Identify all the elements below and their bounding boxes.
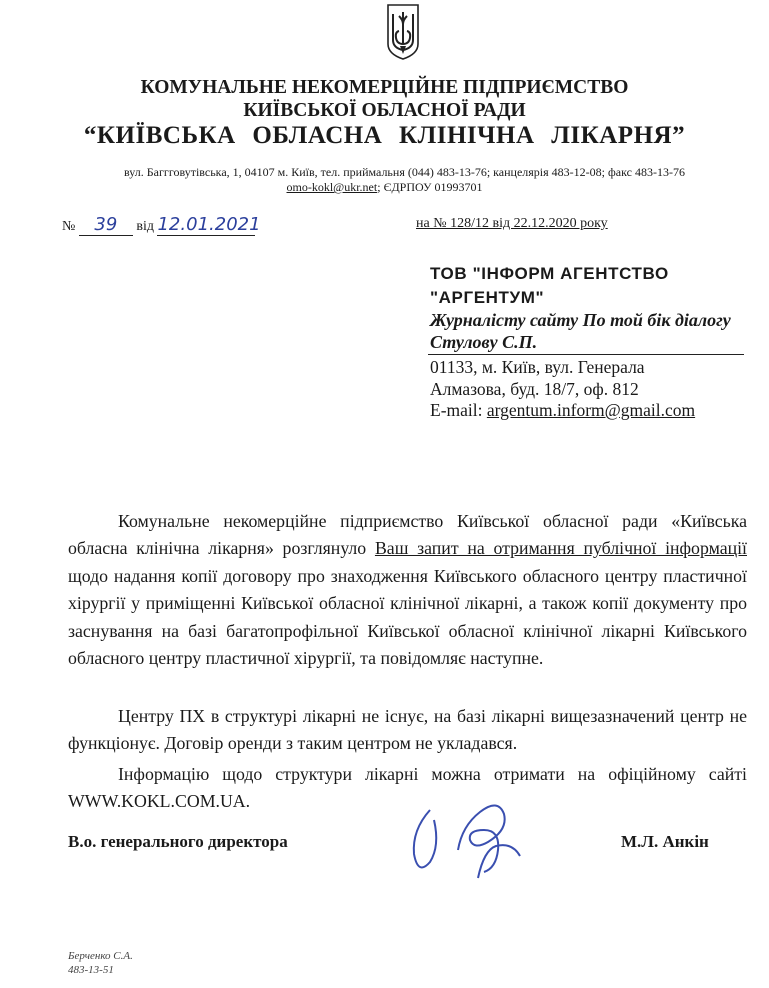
contacts-line2: omo-kokl@ukr.net; ЄДРПОУ 01993701 — [286, 180, 483, 194]
executor-name: Берченко С.А. — [68, 950, 133, 962]
signatory-title: В.о. генерального директора — [68, 832, 288, 851]
handwritten-signature — [400, 790, 550, 890]
outgoing-number: 39 — [94, 214, 118, 235]
signatory-name: М.Л. Анкін — [621, 832, 709, 851]
request-reference: Ваш запит на отримання публічної інформації — [374, 538, 747, 559]
in-response-reference: на № 128/12 від 22.12.2020 року — [416, 216, 608, 231]
addressee-divider — [428, 354, 744, 355]
number-prefix: № — [62, 219, 76, 234]
body-paragraph-3: Інформацію щодо структури лікарні можна отримати на офіційному сайті WWW.KOKL.COM.UA. — [68, 764, 747, 812]
addressee-line3: Журналісту сайту По той бік діалогу — [430, 310, 731, 330]
addressee-line5: 01133, м. Київ, вул. Генерала — [430, 357, 645, 377]
body-paragraph-1 — [68, 508, 747, 672]
org-name-line2: КИЇВСЬКОЇ ОБЛАСНОЇ РАДИ — [243, 100, 526, 121]
coat-of-arms-icon — [386, 4, 420, 60]
contacts-line: вул. Баггговутівська, 1, 04107 м. Київ, тел. приймальня (044) 483-13-76; канцелярія 483-12-08; факс 483-13-76 — [124, 165, 685, 179]
addressee-email-line — [430, 400, 695, 421]
addressee-line6: Алмазова, буд. 18/7, оф. 812 — [430, 379, 639, 399]
org-name-line3: “КИЇВСЬКА ОБЛАСНА КЛІНІЧНА ЛІКАРНЯ” — [83, 122, 686, 149]
addressee-line4: Стулову С.П. — [430, 332, 538, 352]
p1-text-a: Комунальне некомерційне підприємство Київської обласної ради «Київська обласна клінічна лікарня» розглянуло — [68, 511, 747, 559]
addressee-line1: ТОВ "ІНФОРМ АГЕНТСТВО — [430, 264, 669, 283]
edrpou: ЄДРПОУ 01993701 — [383, 180, 483, 194]
p1-text-b: щодо надання копії договору про знаходження Київського обласного центру пластичної хірургії у приміщенні Київської обласної клінічної лікарні, а також копії документу про заснування на базі багатопрофільної Київської обласної клінічної лікарні Київського обласного центру пластичної хірургії, та повідомляє наступне. — [68, 565, 747, 669]
registration-line — [62, 214, 261, 236]
addressee-line2: "АРГЕНТУМ" — [430, 288, 545, 307]
email-label: E-mail: — [430, 400, 483, 420]
org-email-link[interactable]: omo-kokl@ukr.net — [286, 180, 378, 194]
body-paragraph-2: Центру ПХ в структурі лікарні не існує, на базі лікарні вищезазначений центр не функціонує. Договір оренди з таким центром не укладався. — [68, 706, 747, 754]
org-name-line1: КОМУНАЛЬНЕ НЕКОМЕРЦІЙНЕ ПІДПРИЄМСТВО — [140, 77, 629, 98]
date-prefix: від — [136, 219, 154, 234]
addressee-email-link[interactable]: argentum.inform@gmail.com — [486, 400, 696, 420]
executor-phone: 483-13-51 — [68, 964, 114, 976]
outgoing-date: 12.01.2021 — [157, 214, 261, 235]
